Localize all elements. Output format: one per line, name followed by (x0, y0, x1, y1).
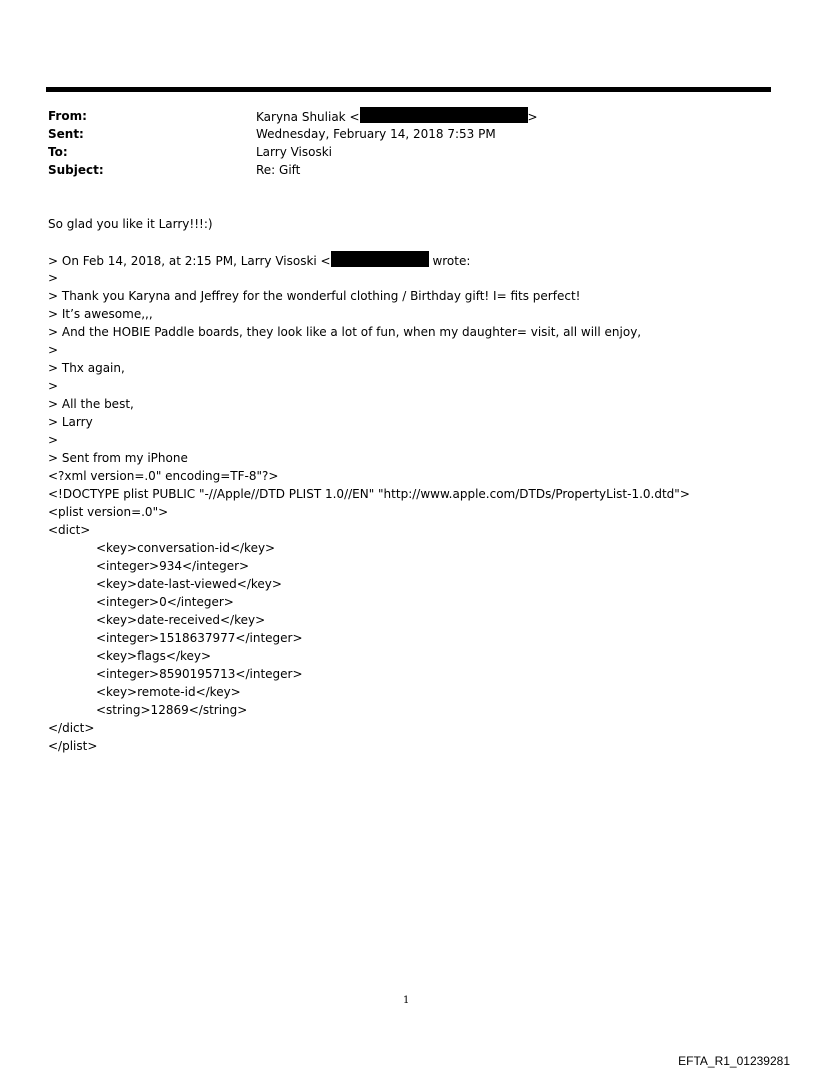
body-line: <!DOCTYPE plist PUBLIC "-//Apple//DTD PLIST 1.0//EN" "http://www.apple.com/DTDs/PropertyList-1.0.dtd"> (48, 487, 690, 501)
body-line: > (48, 343, 59, 357)
greeting: So glad you like it Larry!!!:) (48, 217, 213, 231)
from-name: Karyna Shuliak (256, 110, 346, 124)
body-line: > (48, 379, 59, 393)
body-line: <plist version=.0"> (48, 505, 169, 519)
dict-line: <integer>934</integer> (96, 559, 250, 573)
body-line: > (48, 433, 59, 447)
closing-line: </plist> (48, 739, 98, 753)
page-number: 1 (403, 995, 410, 1006)
subject-label: Subject: (48, 163, 104, 177)
dict-line: <key>flags</key> (96, 649, 212, 663)
to-value: Larry Visoski (256, 145, 333, 159)
quote-intro-text: > On Feb 14, 2018, at 2:15 PM, Larry Visoski < (48, 254, 331, 268)
closing-line: </dict> (48, 721, 95, 735)
dict-line: <integer>0</integer> (96, 595, 234, 609)
quote-intro-wrote: wrote: (432, 254, 471, 268)
from-value (256, 107, 538, 126)
body-line: > All the best, (48, 397, 134, 411)
sent-value: Wednesday, February 14, 2018 7:53 PM (256, 127, 496, 141)
from-close: > (527, 110, 538, 124)
header-rule (46, 87, 771, 92)
sent-label: Sent: (48, 127, 84, 141)
dict-line: <integer>1518637977</integer> (96, 631, 303, 645)
to-label: To: (48, 145, 68, 159)
body-line: > Thx again, (48, 361, 125, 375)
dict-line: <key>remote-id</key> (96, 685, 241, 699)
body-line: > And the HOBIE Paddle boards, they look like a lot of fun, when my daughter= visit, all will enjoy, (48, 325, 642, 339)
document-id: EFTA_R1_01239281 (678, 1054, 790, 1068)
body-line: > Sent from my iPhone (48, 451, 188, 465)
body-line: <?xml version=.0" encoding=TF-8"?> (48, 469, 279, 483)
body-line: > (48, 271, 59, 285)
redaction-box (360, 107, 528, 123)
from-label: From: (48, 109, 87, 123)
from-open: < (349, 110, 360, 124)
subject-value: Re: Gift (256, 163, 301, 177)
dict-line: <key>date-last-viewed</key> (96, 577, 282, 591)
dict-line: <key>conversation-id</key> (96, 541, 276, 555)
body-line: > It’s awesome,,, (48, 307, 153, 321)
quote-intro (48, 251, 470, 270)
body-line: <dict> (48, 523, 91, 537)
dict-line: <key>date-received</key> (96, 613, 266, 627)
redaction-box (331, 251, 429, 267)
body-line: > Thank you Karyna and Jeffrey for the wonderful clothing / Birthday gift! I= fits perfect! (48, 289, 581, 303)
body-line: > Larry (48, 415, 93, 429)
dict-line: <string>12869</string> (96, 703, 248, 717)
dict-line: <integer>8590195713</integer> (96, 667, 303, 681)
